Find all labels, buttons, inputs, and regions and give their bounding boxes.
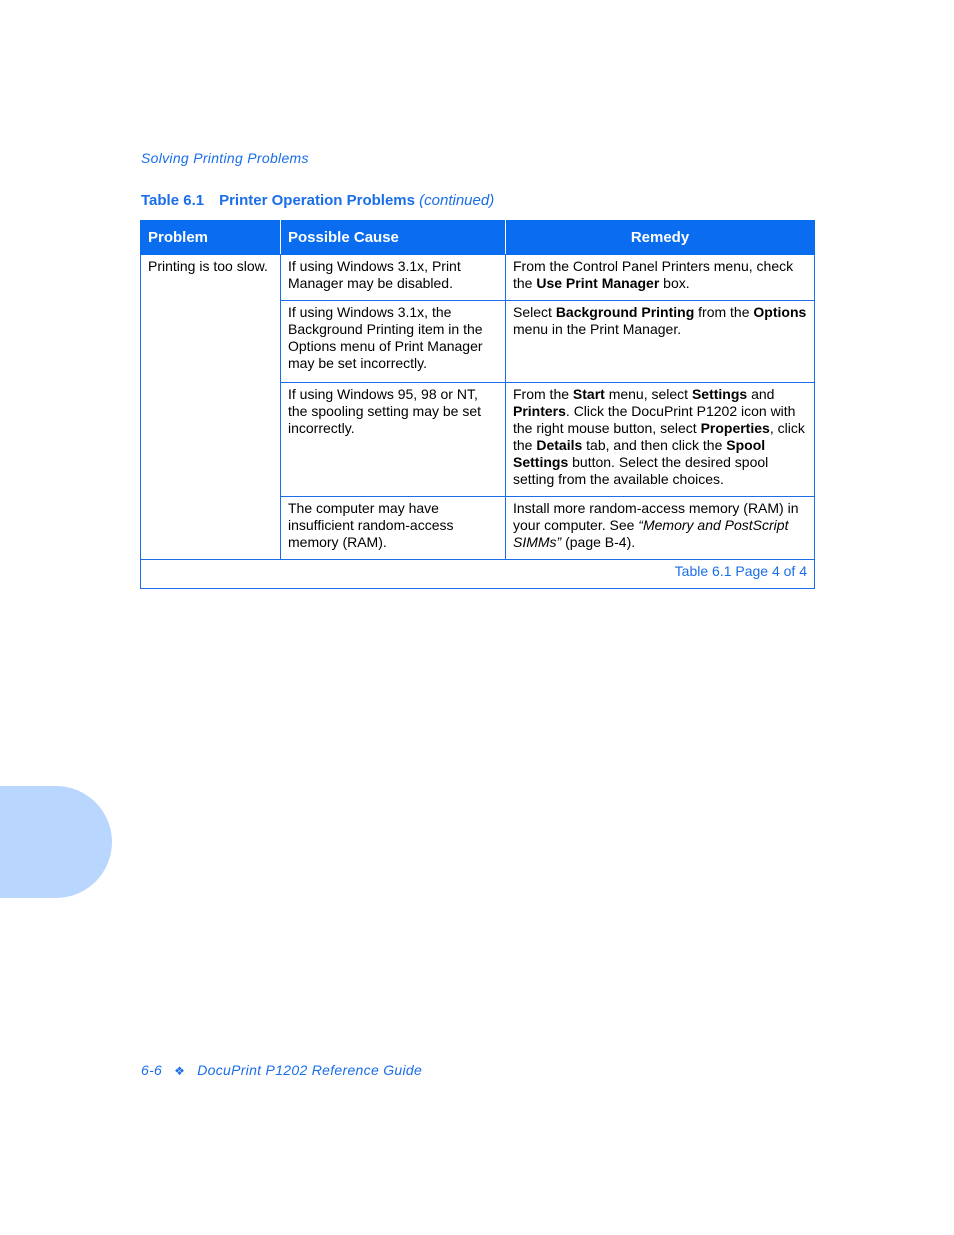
page-number: 6-6 (141, 1062, 163, 1078)
table-number: Table 6.1 (141, 192, 205, 209)
table-title: Printer Operation Problems (219, 192, 415, 209)
table-footer-row (141, 560, 815, 589)
chapter-tab-marker (0, 786, 112, 898)
remedy-cell: Select Background Printing from the Options menu in the Print Manager. (506, 301, 815, 383)
header-possible-cause: Possible Cause (281, 221, 506, 255)
cause-cell: The computer may have insufficient random-access memory (RAM). (281, 497, 506, 560)
cause-cell: If using Windows 95, 98 or NT, the spooling setting may be set incorrectly. (281, 383, 506, 497)
diamond-separator-icon: ❖ (174, 1064, 186, 1078)
cause-cell: If using Windows 3.1x, Print Manager may be disabled. (281, 255, 506, 301)
header-remedy: Remedy (506, 221, 815, 255)
table-page-indicator: Table 6.1 Page 4 of 4 (141, 560, 815, 589)
problem-cell: Printing is too slow. (141, 255, 281, 560)
table-continued: (continued) (419, 192, 495, 209)
table-header-row (141, 221, 815, 255)
table-row (141, 255, 815, 301)
remedy-cell: From the Start menu, select Settings and Printers. Click the DocuPrint P1202 icon with the right mouse button, select Properties, click the Details tab, and then click the Spool Settings button. Select the desired spool setting from the available choices. (506, 383, 815, 497)
printer-operation-problems-table (140, 220, 815, 589)
running-head: Solving Printing Problems (141, 150, 309, 166)
page-footer (141, 1062, 422, 1078)
cause-cell: If using Windows 3.1x, the Background Printing item in the Options menu of Print Manager may be set incorrectly. (281, 301, 506, 383)
table-caption (141, 192, 494, 209)
remedy-cell: From the Control Panel Printers menu, check the Use Print Manager box. (506, 255, 815, 301)
guide-title: DocuPrint P1202 Reference Guide (197, 1062, 423, 1078)
header-problem: Problem (141, 221, 281, 255)
remedy-cell: Install more random-access memory (RAM) in your computer. See “Memory and PostScript SIMMs” (page B-4). (506, 497, 815, 560)
